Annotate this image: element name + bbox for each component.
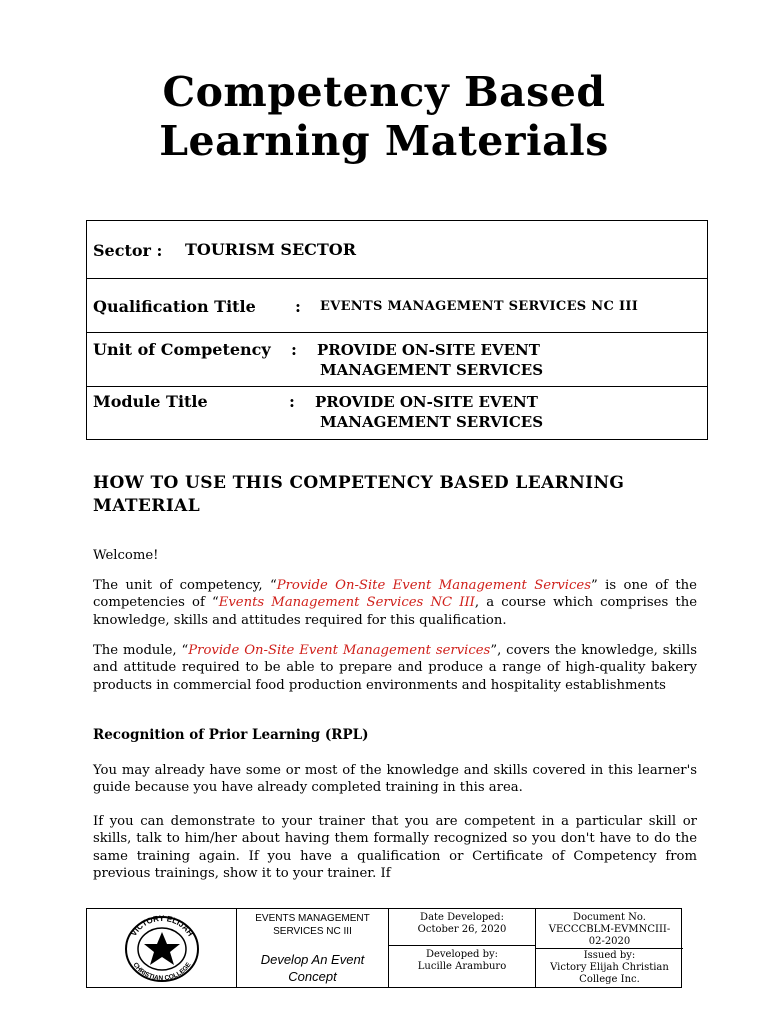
paragraph-module: The module, “Provide On-Site Event Management services”, covers the knowledge, skills and attitude required to be able to prepare and produce a range of high-quality bakery products in commercial food production environments and hospitality establishments	[93, 643, 697, 693]
welcome-text: Welcome!	[93, 548, 159, 563]
unit-value-line-2: MANAGEMENT SERVICES	[320, 361, 544, 379]
sector-row	[87, 221, 707, 279]
title-line-1: Competency Based	[162, 68, 606, 116]
sector-label: Sector :	[93, 241, 163, 260]
date-developed-value: October 26, 2020	[417, 924, 507, 935]
footer-development-cell	[389, 909, 536, 987]
document-number-value-line-1: VECCCBLM-EVMNCIII-	[548, 924, 671, 935]
developed-by-label: Developed by:	[425, 949, 499, 960]
date-developed-label: Date Developed:	[420, 912, 504, 923]
unit-label: Unit of Competency	[93, 340, 271, 359]
footer-document-cell	[536, 909, 683, 987]
qualification-colon: :	[295, 297, 301, 316]
footer-qualification-cell	[237, 909, 389, 987]
unit-value-line-1: PROVIDE ON-SITE EVENT	[317, 341, 540, 359]
footer-qualification-line-2: SERVICES NC III	[273, 926, 352, 937]
document-number-value-line-2: 02-2020	[588, 936, 631, 947]
footer-module-line-2: Concept	[288, 969, 337, 984]
qualification-row	[87, 279, 707, 333]
module-value-line-2: MANAGEMENT SERVICES	[320, 413, 544, 431]
issued-by-label: Issued by:	[583, 950, 636, 961]
unit-name-emphasis: Provide On-Site Event Management Services	[276, 578, 591, 593]
document-title	[0, 68, 768, 166]
course-name-emphasis: Events Management Services NC III	[218, 595, 475, 611]
paragraph-rpl-intro: You may already have some or most of the knowledge and skills covered in this learner's guide because you have already completed training in this area.	[93, 763, 697, 796]
paragraph-rpl-demonstrate: If you can demonstrate to your trainer that you are competent in a particular skill or skills, talk to him/her about having them formally recognized so you don't have to do the same training again. If you have a qualification or Certificate of Competency from previous trainings, show it to your trainer. If	[93, 814, 697, 881]
module-info-table	[86, 220, 708, 440]
footer-logo-cell	[87, 909, 237, 987]
qualification-value: EVENTS MANAGEMENT SERVICES NC III	[320, 299, 639, 314]
unit-colon: :	[291, 340, 297, 359]
svg-text:VICTORY ELIJAH: VICTORY ELIJAH	[128, 914, 196, 938]
unit-row	[87, 333, 707, 387]
howto-heading: HOW TO USE THIS COMPETENCY BASED LEARNING MATERIAL	[93, 473, 625, 516]
module-row	[87, 387, 707, 439]
module-value-line-1: PROVIDE ON-SITE EVENT	[315, 393, 538, 411]
document-number-label: Document No.	[573, 912, 646, 923]
paragraph-unit-of-competency: The unit of competency, “Provide On-Site Event Management Services” is one of the competencies of “Events Management Services NC III, a course which comprises the knowledge, skills and attitudes required for this qualification.	[93, 578, 697, 628]
college-seal-logo	[122, 914, 202, 984]
module-label: Module Title	[93, 392, 208, 411]
rpl-heading: Recognition of Prior Learning (RPL)	[93, 727, 369, 743]
issued-by-value-line-1: Victory Elijah Christian	[550, 962, 669, 973]
svg-text:CHRISTIAN COLLEGE: CHRISTIAN COLLEGE	[131, 961, 193, 983]
document-footer	[86, 908, 682, 988]
qualification-label: Qualification Title	[93, 297, 256, 316]
title-line-2: Learning Materials	[159, 117, 609, 165]
module-name-emphasis: Provide On-Site Event Management services	[188, 643, 491, 658]
footer-qualification-line-1: EVENTS MANAGEMENT	[255, 913, 370, 924]
developed-by-value: Lucille Aramburo	[417, 961, 507, 972]
module-colon: :	[289, 392, 295, 411]
issued-by-value-line-2: College Inc.	[579, 974, 640, 985]
sector-value: TOURISM SECTOR	[185, 240, 357, 259]
footer-module-line-1: Develop An Event	[260, 952, 365, 967]
